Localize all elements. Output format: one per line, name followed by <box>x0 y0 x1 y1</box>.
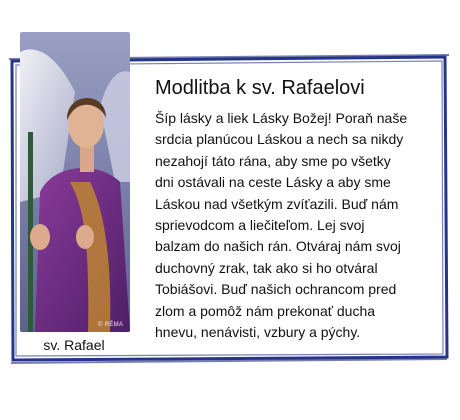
prayer-title: Modlitba k sv. Rafaelovi <box>155 77 365 99</box>
prayer-line: duchovný zrak, tak ako si ho otváral <box>155 259 378 276</box>
prayer-line: dni ostávali na ceste Lásky a aby sme <box>155 174 391 191</box>
prayer-line: Láskou nad všetkým zvíťazili. Buď nám <box>155 195 399 212</box>
archangel-raphael-portrait-icon <box>20 32 130 332</box>
prayer-line: zlom a pomôž nám prekonať ducha <box>155 302 376 319</box>
prayer-line: srdcia planúcou Láskou a nech sa nikdy <box>155 131 404 148</box>
image-copyright: © RÉMA <box>98 322 124 328</box>
saint-raphael-image <box>20 32 130 332</box>
prayer-line: balzam do našich rán. Otváraj nám svoj <box>155 238 401 255</box>
prayer-line: Šíp lásky a liek Lásky Božej! Poraň naše <box>155 110 408 126</box>
image-caption: sv. Rafael <box>43 337 105 353</box>
prayer-line: sprievodcom a liečiteľom. Lej svoj <box>155 217 365 234</box>
prayer-text <box>155 108 440 343</box>
prayer-line: nezahojí táto rána, aby sme po všetky <box>155 152 391 169</box>
prayer-line: Tobiášovi. Buď našich ochrancom pred <box>155 281 397 298</box>
prayer-line: hnevu, nenávisti, vzbury a pýchy. <box>155 324 361 341</box>
